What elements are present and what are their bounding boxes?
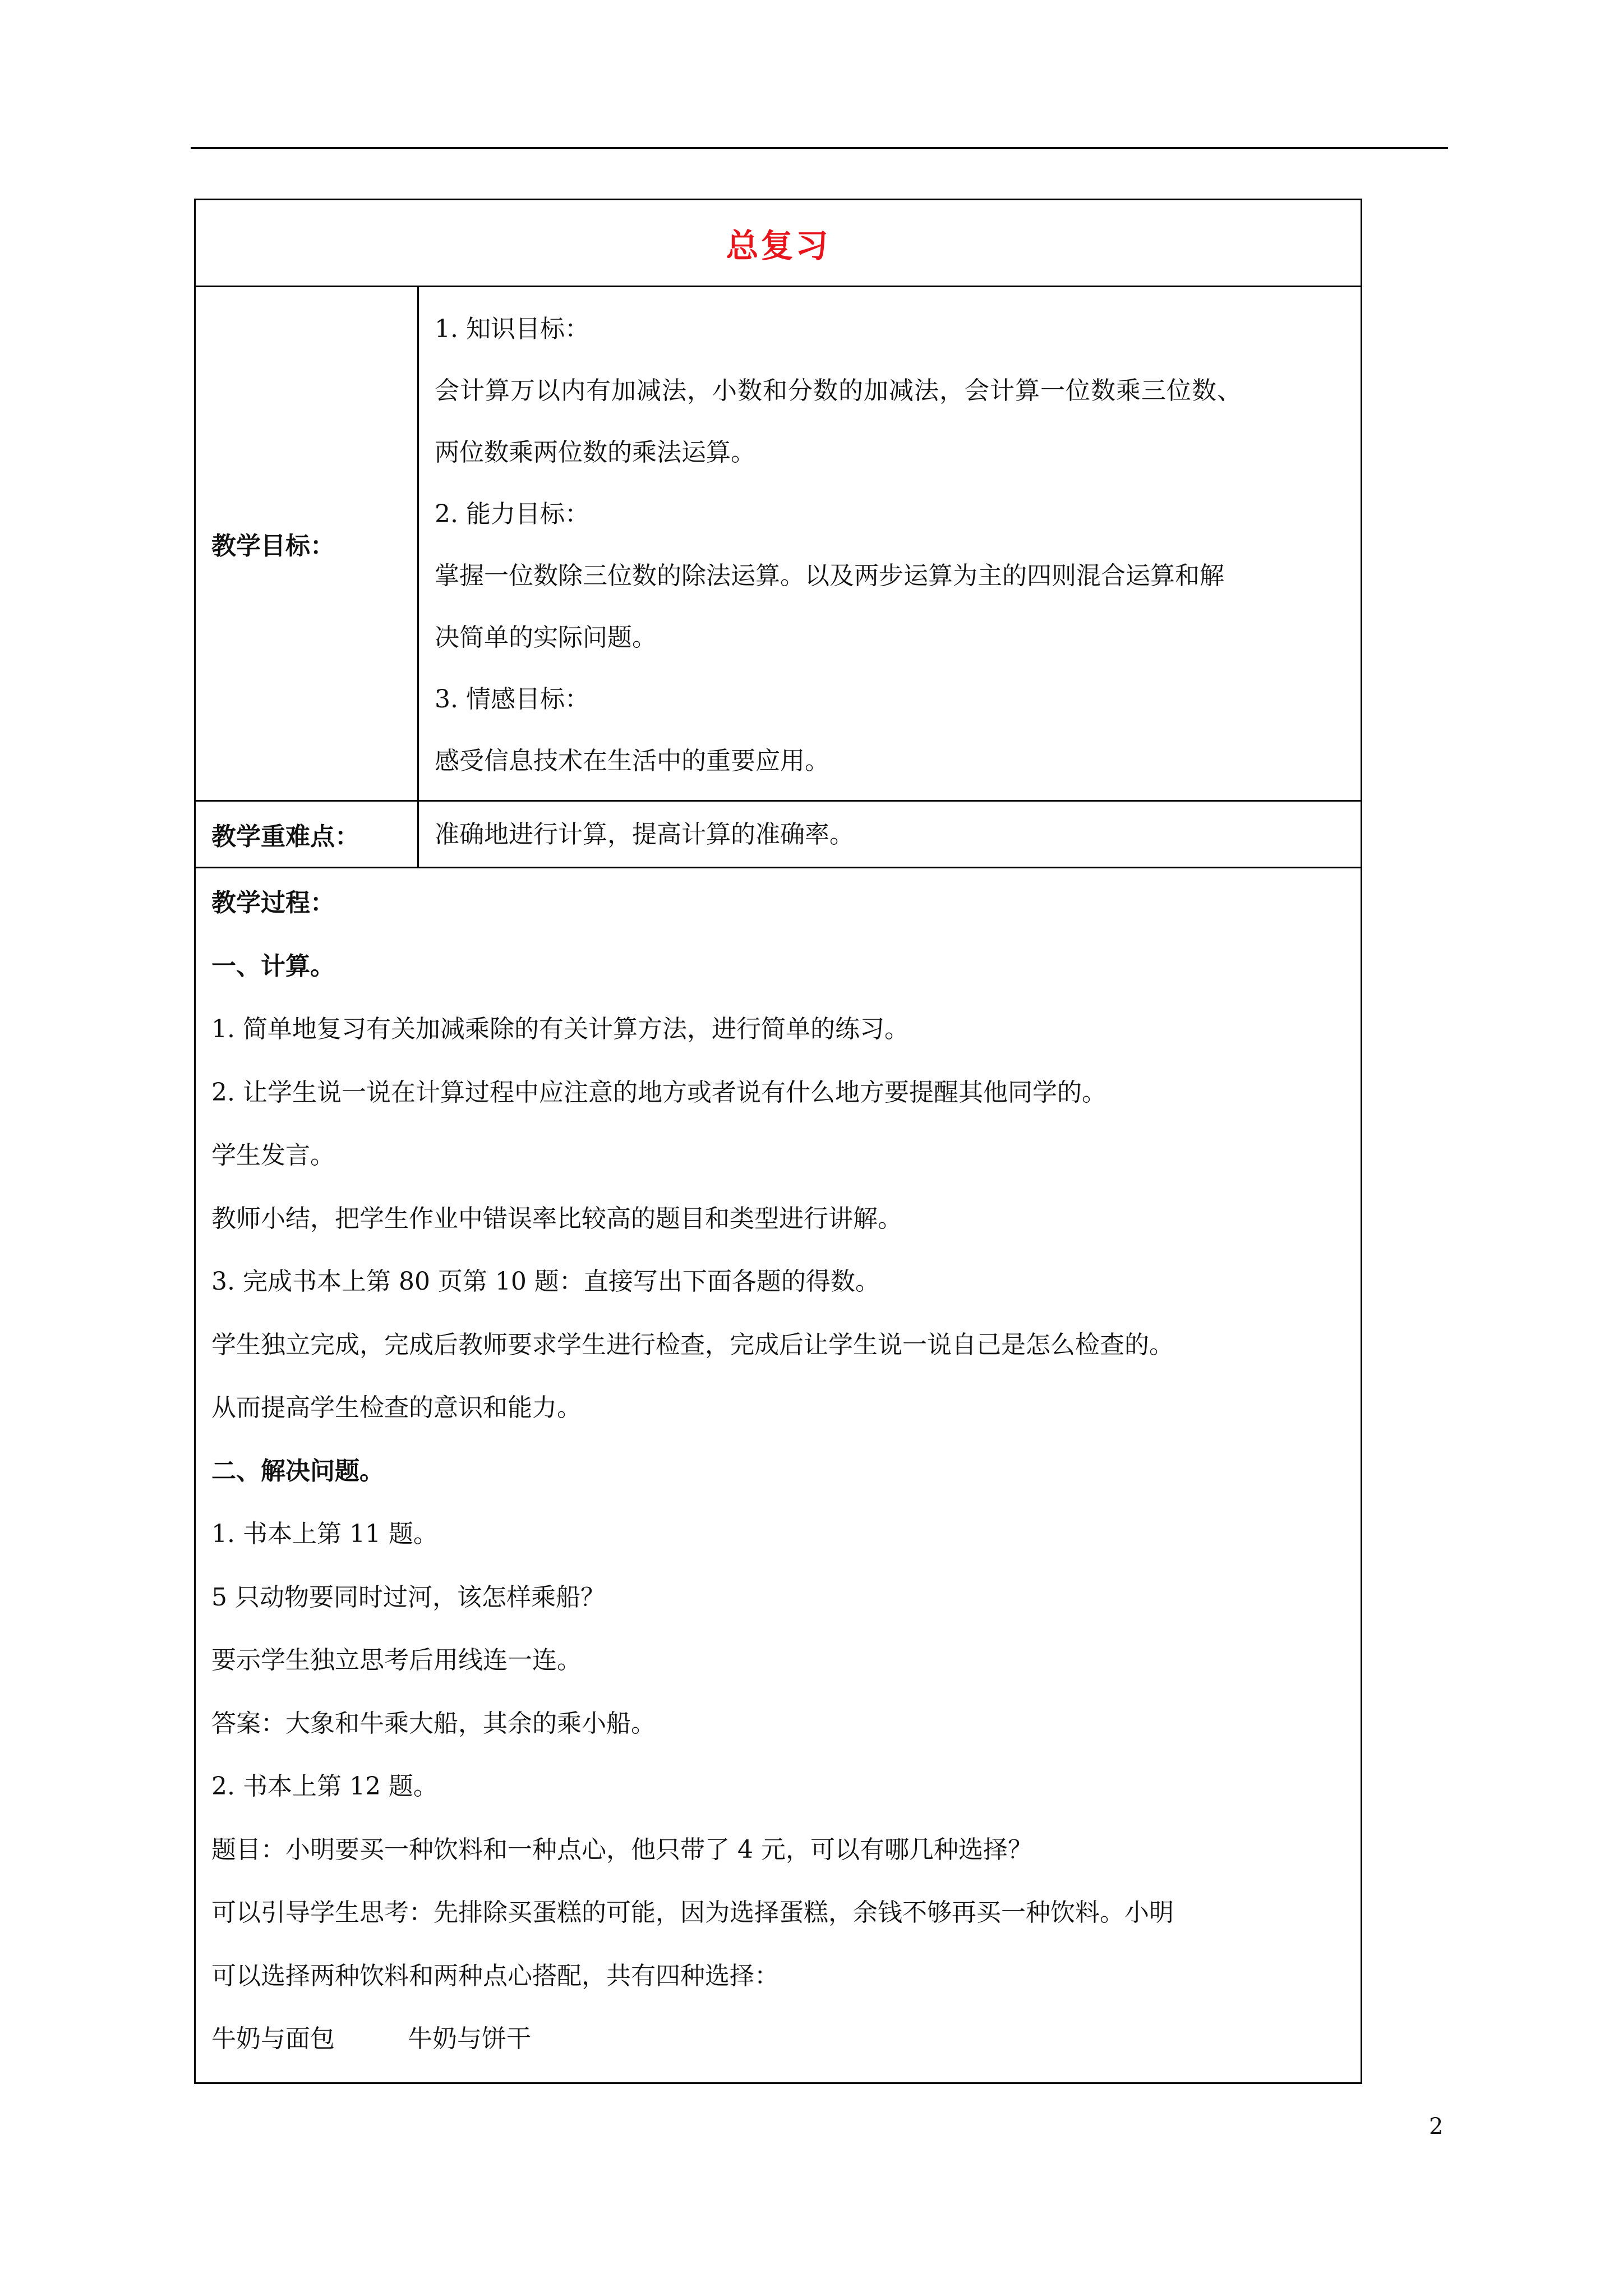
key-points-row <box>195 801 1362 868</box>
objectives-line: 两位数乘两位数的乘法运算。 <box>435 438 755 467</box>
process-line: 1. 书本上第 11 题。 <box>211 1520 438 1548</box>
process-line: 2. 让学生说一说在计算过程中应注意的地方或者说有什么地方要提醒其他同学的。 <box>211 1078 1106 1107</box>
page-number: 2 <box>1429 2114 1444 2139</box>
process-line: 学生独立完成，完成后教师要求学生进行检查，完成后让学生说一说自己是怎么检查的。 <box>211 1330 1174 1359</box>
objectives-line: 3. 情感目标： <box>435 685 589 714</box>
objectives-content <box>418 287 1362 801</box>
objectives-label: 教学目标： <box>195 287 418 801</box>
title-row <box>195 200 1362 287</box>
process-line: 学生发言。 <box>211 1141 335 1170</box>
process-row <box>195 868 1362 2083</box>
process-line: 从而提高学生检查的意识和能力。 <box>211 1393 582 1422</box>
section-heading-problem-solving: 二、解决问题。 <box>211 1456 384 1485</box>
process-line: 可以引导学生思考：先排除买蛋糕的可能，因为选择蛋糕，余钱不够再买一种饮料。小明 <box>211 1898 1174 1927</box>
objectives-row <box>195 287 1362 801</box>
key-points-text: 准确地进行计算，提高计算的准确率。 <box>435 820 854 849</box>
process-line: 3. 完成书本上第 80 页第 10 题：直接写出下面各题的得数。 <box>211 1267 880 1296</box>
process-content <box>195 868 1362 2083</box>
objectives-line: 2. 能力目标： <box>435 500 589 528</box>
process-line: 教师小结，把学生作业中错误率比较高的题目和类型进行讲解。 <box>211 1204 902 1233</box>
process-heading: 教学过程： <box>211 889 335 917</box>
objectives-line: 感受信息技术在生活中的重要应用。 <box>435 747 829 775</box>
objectives-line: 掌握一位数除三位数的除法运算。以及两步运算为主的四则混合运算和解 <box>435 562 1224 590</box>
objectives-line: 决简单的实际问题。 <box>435 623 657 652</box>
lesson-title: 总复习 <box>195 200 1362 287</box>
process-line: 5 只动物要同时过河，该怎样乘船？ <box>211 1582 605 1612</box>
objectives-line: 会计算万以内有加减法，小数和分数的加减法，会计算一位数乘三位数、 <box>435 376 1242 405</box>
header-rule <box>191 147 1448 149</box>
combo-line <box>211 2008 1347 2071</box>
process-line: 可以选择两种饮料和两种点心搭配，共有四种选择： <box>211 1961 779 1990</box>
key-points-label: 教学重难点： <box>195 801 418 868</box>
combo-milk-bread: 牛奶与面包 <box>211 2024 335 2053</box>
process-line: 2. 书本上第 12 题。 <box>211 1772 438 1801</box>
objectives-line: 1. 知识目标： <box>435 315 589 343</box>
process-line: 答案：大象和牛乘大船，其余的乘小船。 <box>211 1709 656 1738</box>
process-line: 1. 简单地复习有关加减乘除的有关计算方法，进行简单的练习。 <box>211 1015 909 1043</box>
process-line: 要示学生独立思考后用线连一连。 <box>211 1646 582 1674</box>
section-heading-calculation: 一、计算。 <box>211 951 335 981</box>
process-line: 题目：小明要买一种饮料和一种点心，他只带了 4 元，可以有哪几种选择？ <box>211 1835 1032 1864</box>
key-points-content <box>418 801 1362 868</box>
combo-milk-biscuit: 牛奶与饼干 <box>408 2024 531 2053</box>
lesson-plan-table <box>194 199 1362 2084</box>
